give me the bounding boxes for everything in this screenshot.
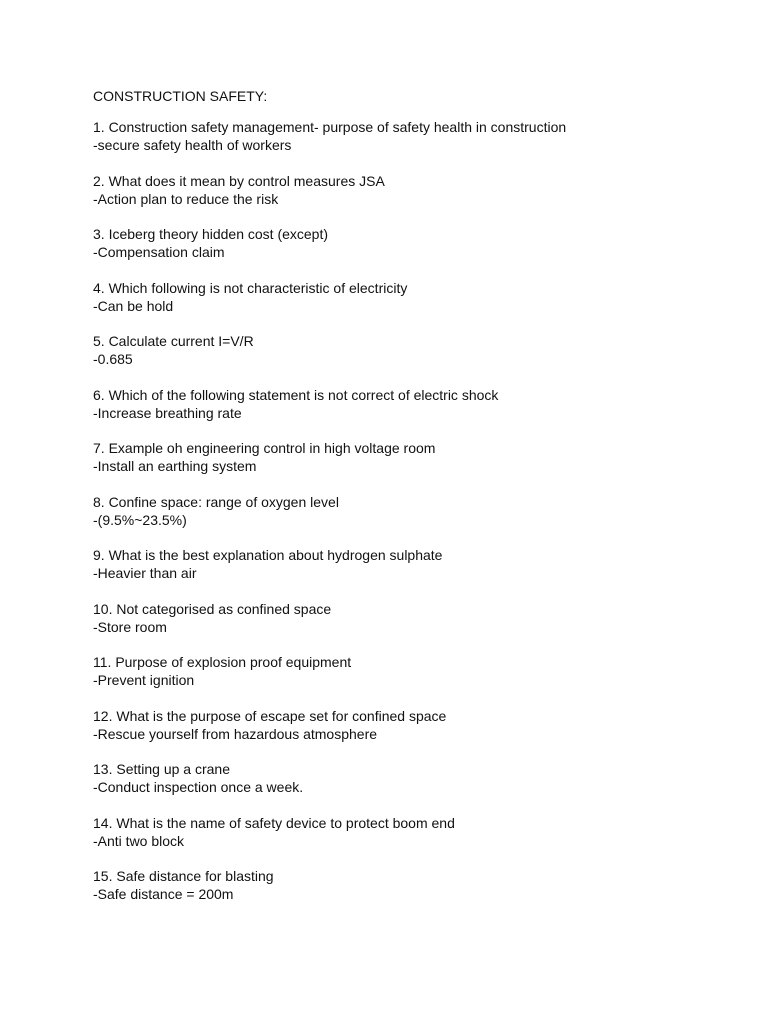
question-text: 11. Purpose of explosion proof equipment bbox=[93, 654, 352, 670]
answer-text: -0.685 bbox=[93, 351, 133, 367]
answer-text: -Store room bbox=[93, 618, 167, 635]
document-page bbox=[93, 87, 733, 921]
qa-item bbox=[93, 118, 733, 154]
qa-item bbox=[93, 386, 733, 422]
answer-text: -Heavier than air bbox=[93, 565, 197, 581]
qa-item bbox=[93, 439, 733, 475]
qa-item bbox=[93, 546, 733, 582]
document-title: CONSTRUCTION SAFETY: bbox=[93, 88, 268, 104]
question-text: 10. Not categorised as confined space bbox=[93, 600, 332, 617]
answer-text: -Increase breathing rate bbox=[93, 404, 242, 421]
question-text: 3. Iceberg theory hidden cost (except) bbox=[93, 226, 329, 242]
qa-item bbox=[93, 867, 733, 903]
answer-text: -Safe distance = 200m bbox=[93, 886, 234, 902]
question-text: 13. Setting up a crane bbox=[93, 761, 230, 777]
question-text: 14. What is the name of safety device to protect boom end bbox=[93, 814, 455, 831]
question-text: 4. Which following is not characteristic of electricity bbox=[93, 279, 408, 296]
qa-item bbox=[93, 332, 733, 368]
question-text: 12. What is the purpose of escape set for confined space bbox=[93, 707, 447, 724]
answer-text: -Can be hold bbox=[93, 297, 174, 314]
answer-text: -Install an earthing system bbox=[93, 458, 257, 474]
question-text: 9. What is the best explanation about hydrogen sulphate bbox=[93, 547, 443, 563]
question-text: 2. What does it mean by control measures JSA bbox=[93, 172, 385, 189]
qa-item bbox=[93, 707, 733, 743]
qa-item bbox=[93, 760, 733, 796]
question-text: 6. Which of the following statement is not correct of electric shock bbox=[93, 386, 499, 403]
answer-text: -Rescue yourself from hazardous atmosphere bbox=[93, 725, 378, 742]
question-text: 8. Confine space: range of oxygen level bbox=[93, 493, 339, 510]
answer-text: -Action plan to reduce the risk bbox=[93, 190, 279, 207]
qa-item bbox=[93, 653, 733, 689]
question-text: 15. Safe distance for blasting bbox=[93, 868, 274, 884]
question-text: 5. Calculate current I=V/R bbox=[93, 333, 254, 349]
qa-item bbox=[93, 493, 733, 529]
qa-item bbox=[93, 814, 733, 850]
answer-text: -Compensation claim bbox=[93, 244, 225, 260]
qa-item bbox=[93, 600, 733, 636]
answer-text: -Prevent ignition bbox=[93, 672, 195, 688]
answer-text: -Anti two block bbox=[93, 832, 185, 849]
answer-text: -Conduct inspection once a week. bbox=[93, 779, 304, 795]
question-text: 7. Example oh engineering control in high voltage room bbox=[93, 440, 436, 456]
qa-item bbox=[93, 279, 733, 315]
answer-text: -secure safety health of workers bbox=[93, 137, 292, 153]
answer-text: -(9.5%~23.5%) bbox=[93, 511, 187, 528]
qa-item bbox=[93, 172, 733, 208]
question-text: 1. Construction safety management- purpose of safety health in construction bbox=[93, 119, 567, 135]
qa-item bbox=[93, 225, 733, 261]
